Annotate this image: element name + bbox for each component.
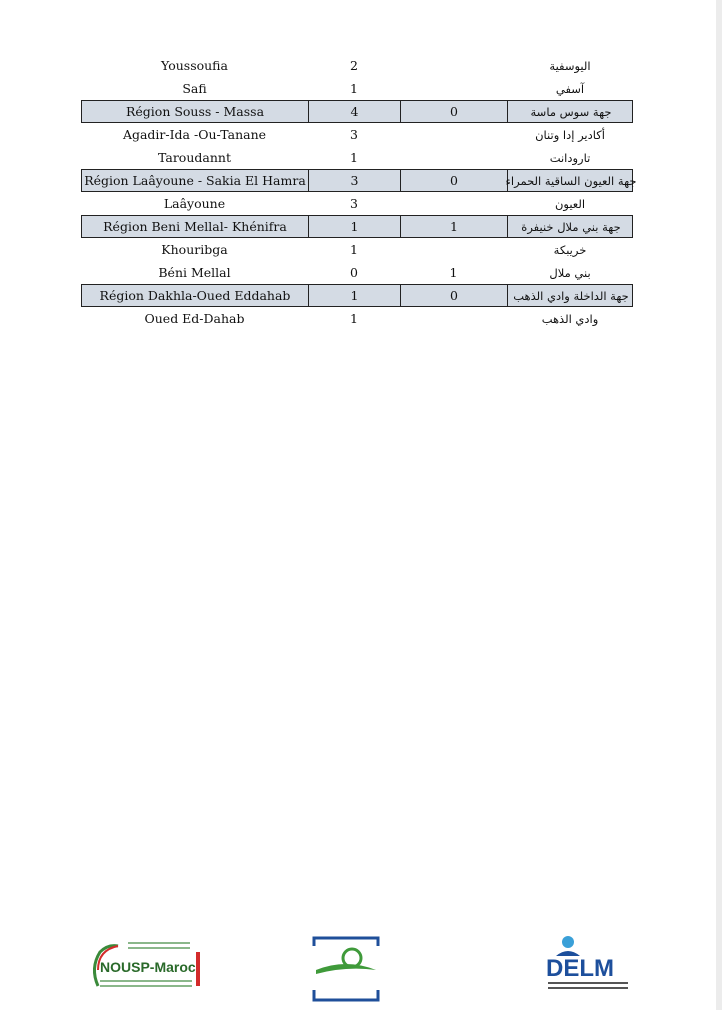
city-row xyxy=(81,54,633,77)
delm-logo-text: DELM xyxy=(546,955,614,982)
city-row xyxy=(81,307,633,330)
cell-count-1: 0 xyxy=(350,265,358,280)
cell-name-ar: بني ملال xyxy=(549,265,591,280)
region-row xyxy=(81,215,633,238)
cell-count-1: 1 xyxy=(309,285,401,306)
page-edge xyxy=(716,0,722,1010)
cell-count-2: 0 xyxy=(401,101,508,122)
cell-count-2: 0 xyxy=(401,170,508,191)
cell-name-ar: جهة الداخلة وادي الذهب xyxy=(513,288,629,303)
cell-count-2 xyxy=(400,238,507,261)
cell-name-fr: Agadir-Ida -Ou-Tanane xyxy=(122,127,267,142)
cell-name-ar: آسفي xyxy=(555,81,585,96)
cell-count-1: 3 xyxy=(350,127,358,142)
cell-name-fr: Béni Mellal xyxy=(158,265,231,280)
cell-name-fr: Laâyoune xyxy=(163,196,226,211)
cell-count-1: 1 xyxy=(309,216,401,237)
city-row xyxy=(81,238,633,261)
cell-count-2: 0 xyxy=(401,285,508,306)
cell-count-1: 2 xyxy=(350,58,358,73)
cell-name-ar: وادي الذهب xyxy=(541,311,599,326)
region-row xyxy=(81,169,637,192)
nousp-maroc-logo xyxy=(88,938,206,996)
cell-count-2 xyxy=(400,146,507,169)
cell-count-2 xyxy=(400,123,507,146)
region-row xyxy=(81,100,633,123)
cell-count-1: 1 xyxy=(350,81,358,96)
cell-name-ar: جهة سوس ماسة xyxy=(530,104,612,119)
city-row xyxy=(81,261,633,284)
cell-count-2 xyxy=(400,307,507,330)
city-row xyxy=(81,192,633,215)
cell-name-fr: Oued Ed-Dahab xyxy=(144,311,245,326)
cell-count-1: 4 xyxy=(309,101,401,122)
region-row xyxy=(81,284,633,307)
cell-name-ar: العيون xyxy=(554,196,586,211)
cell-name-ar: جهة العيون الساقية الحمراء xyxy=(505,173,637,188)
cell-count-1: 1 xyxy=(350,311,358,326)
cell-name-fr: Région Souss - Massa xyxy=(82,101,309,122)
ministry-emblem-icon xyxy=(312,936,380,1002)
cell-name-fr: Taroudannt xyxy=(158,150,231,165)
cell-count-2 xyxy=(400,54,507,77)
city-row xyxy=(81,77,633,100)
footer-logos xyxy=(0,930,722,1010)
cell-name-ar: خريبكة xyxy=(553,242,587,257)
cell-count-1: 3 xyxy=(350,196,358,211)
city-row xyxy=(81,123,633,146)
regional-cases-table xyxy=(81,54,637,330)
cell-name-fr: Youssoufia xyxy=(161,58,228,73)
cell-name-ar: جهة بني ملال خنيفرة xyxy=(521,219,621,234)
cell-name-fr: Khouribga xyxy=(161,242,228,257)
cell-name-fr: Safi xyxy=(182,81,207,96)
cell-count-1: 3 xyxy=(309,170,401,191)
cell-name-fr: Région Beni Mellal- Khénifra xyxy=(82,216,309,237)
cell-name-fr: Région Laâyoune - Sakia El Hamra xyxy=(82,170,309,191)
cell-count-2 xyxy=(400,192,507,215)
cell-count-1: 1 xyxy=(350,242,358,257)
city-row xyxy=(81,146,633,169)
nousp-logo-text: NOUSP-Maroc xyxy=(100,959,196,975)
cell-name-ar: أكادير إدا وتنان xyxy=(535,127,605,142)
cell-count-2: 1 xyxy=(449,265,458,280)
delm-logo xyxy=(542,934,634,996)
cell-name-fr: Région Dakhla-Oued Eddahab xyxy=(82,285,309,306)
cell-name-ar: تارودانت xyxy=(549,150,591,165)
cell-count-1: 1 xyxy=(350,150,358,165)
cell-count-2: 1 xyxy=(401,216,508,237)
cell-name-ar: اليوسفية xyxy=(549,58,591,73)
cell-count-2 xyxy=(400,77,507,100)
